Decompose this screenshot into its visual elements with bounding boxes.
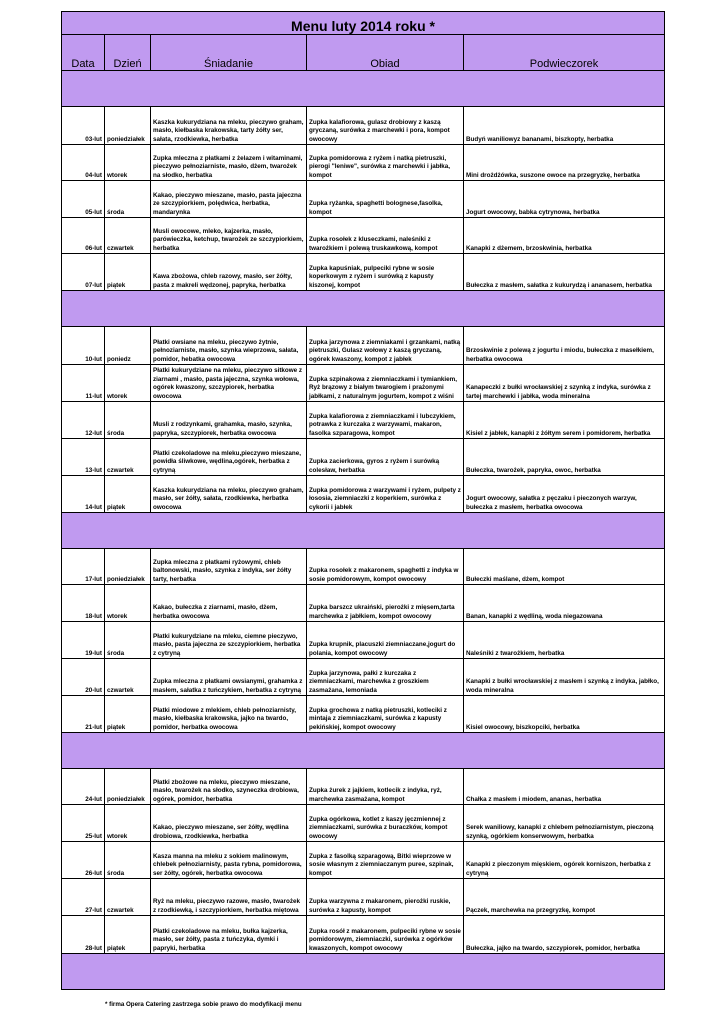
lunch-cell: Zupka kapuśniak, pulpeciki rybne w sosie koperkowym z ryżem i surówką z kapusty kiszonej, kompot bbox=[307, 254, 464, 291]
header-snack: Podwieczorek bbox=[464, 35, 665, 71]
breakfast-cell: Kakao, pieczywo mieszane, masło, pasta jajeczna ze szczypiorkiem, polędwica, herbatka, mandarynka bbox=[151, 181, 307, 218]
lunch-cell: Zupka zacierkowa, gyros z ryżem i surówką colesław, herbatka bbox=[307, 439, 464, 476]
snack-cell: Bułeczka z masłem, sałatka z kukurydzą i ananasem, herbatka bbox=[464, 254, 665, 291]
date-cell: 20-lut bbox=[62, 659, 105, 696]
date-cell: 03-lut bbox=[62, 107, 105, 145]
header-breakfast: Śniadanie bbox=[151, 35, 307, 71]
lunch-cell: Zupka pomidorowa z ryżem i natką pietruszki, pierogi "leniwe", surówka z marchewki i jabłka, kompot bbox=[307, 145, 464, 181]
breakfast-cell: Płatki zbożowe na mleku, pieczywo mieszane, masło, twarożek na słodko, szyneczka drobiowa, ogórek, pomidor, herbatka bbox=[151, 769, 307, 805]
breakfast-cell: Płatki miodowe z mlekiem, chleb pełnoziarnisty, masło, kiełbaska krakowska, jajko na twardo, pomidor, herbatka owocowa bbox=[151, 696, 307, 733]
day-row bbox=[62, 218, 665, 254]
day-row bbox=[62, 181, 665, 218]
lunch-cell: Zupka ryżanka, spaghetti bolognese,fasolka, kompot bbox=[307, 181, 464, 218]
day-row bbox=[62, 439, 665, 476]
breakfast-cell: Kawa zbożowa, chleb razowy, masło, ser żółty, pasta z makreli wędzonej, papryka, herbatka bbox=[151, 254, 307, 291]
breakfast-cell: Kaszka kukurydziana na mleku, pieczywo graham, masło, ser żółty, sałata, rzodkiewka, herbatka owocowa bbox=[151, 476, 307, 513]
day-cell: środa bbox=[105, 402, 151, 439]
snack-cell: Bułeczka, jajko na twardo, szczypiorek, pomidor, herbatka bbox=[464, 916, 665, 954]
date-cell: 19-lut bbox=[62, 622, 105, 659]
snack-cell: Naleśniki z twarożkiem, herbatka bbox=[464, 622, 665, 659]
snack-cell: Budyń waniliowyz bananami, biszkopty, herbatka bbox=[464, 107, 665, 145]
lunch-cell: Zupka rosołek z makaronem, spaghetti z indyka w sosie pomidorowym, kompot owocowy bbox=[307, 549, 464, 585]
day-row bbox=[62, 107, 665, 145]
lunch-cell: Zupka rosół z makaronem, pulpeciki rybne w sosie pomidorowym, ziemniaczki, surówka z ogórków kwaszonych, kompot owocowy bbox=[307, 916, 464, 954]
day-row bbox=[62, 145, 665, 181]
date-cell: 05-lut bbox=[62, 181, 105, 218]
snack-cell: Mini drożdżówka, suszone owoce na przegryzkę, herbatka bbox=[464, 145, 665, 181]
date-cell: 11-lut bbox=[62, 365, 105, 402]
day-row bbox=[62, 327, 665, 365]
day-row bbox=[62, 916, 665, 954]
header-date: Data bbox=[62, 35, 105, 71]
menu-title: Menu luty 2014 roku * bbox=[62, 12, 665, 35]
snack-cell: Chałka z masłem i miodem, ananas, herbatka bbox=[464, 769, 665, 805]
breakfast-cell: Płatki kukurydziane na mleku, ciemne pieczywo, masło, pasta jajeczna ze szczypiorkiem, herbatka z cytryną bbox=[151, 622, 307, 659]
date-cell: 07-lut bbox=[62, 254, 105, 291]
day-cell: piątek bbox=[105, 916, 151, 954]
date-cell: 18-lut bbox=[62, 585, 105, 622]
day-row bbox=[62, 805, 665, 842]
snack-cell: Kisiel owocowy, biszkopciki, herbatka bbox=[464, 696, 665, 733]
breakfast-cell: Musli z rodzynkami, grahamka, masło, szynka, papryka, szczypiorek, herbatka owocowa bbox=[151, 402, 307, 439]
date-cell: 12-lut bbox=[62, 402, 105, 439]
week-separator bbox=[62, 513, 665, 549]
day-row bbox=[62, 842, 665, 879]
header-lunch: Obiad bbox=[307, 35, 464, 71]
menu-table bbox=[61, 11, 665, 990]
day-cell: czwartek bbox=[105, 879, 151, 916]
day-row bbox=[62, 365, 665, 402]
day-row bbox=[62, 585, 665, 622]
breakfast-cell: Musli owocowe, mleko, kajzerka, masło, parówieczka, ketchup, twarożek ze szczypiorkiem, herbatka bbox=[151, 218, 307, 254]
date-cell: 24-lut bbox=[62, 769, 105, 805]
snack-cell: Bułeczka, twarożek, papryka, owoc, herbatka bbox=[464, 439, 665, 476]
week-separator-cell bbox=[62, 513, 665, 549]
breakfast-cell: Kakao, bułeczka z ziarnami, masło, dżem, herbatka owocowa bbox=[151, 585, 307, 622]
breakfast-cell: Zupka mleczna z płatkami ryżowymi, chleb baltonowski, masło, szynka z indyka, ser żółty tarty, herbatka bbox=[151, 549, 307, 585]
header-day: Dzień bbox=[105, 35, 151, 71]
breakfast-cell: Ryż na mleku, pieczywo razowe, masło, twarożek z rzodkiewką, i szczypiorkiem, herbatka miętowa bbox=[151, 879, 307, 916]
lunch-cell: Zupka warzywna z makaronem, pierożki ruskie, surówka z kapusty, kompot bbox=[307, 879, 464, 916]
day-row bbox=[62, 549, 665, 585]
snack-cell: Serek waniliowy, kanapki z chlebem pełnoziarnistym, pieczoną szynką, ogórkiem konserwowym, herbatka bbox=[464, 805, 665, 842]
snack-cell: Brzoskwinie z polewą z jogurtu i miodu, bułeczka z masełkiem, herbatka owocowa bbox=[464, 327, 665, 365]
date-cell: 26-lut bbox=[62, 842, 105, 879]
lunch-cell: Zupka jarzynowa z ziemniakami i grzankami, natką pietruszki, Gulasz wołowy z kaszą gryczaną, ogórek kwaszony, kompot z jabłek bbox=[307, 327, 464, 365]
day-cell: piątek bbox=[105, 696, 151, 733]
week-separator-cell bbox=[62, 71, 665, 107]
breakfast-cell: Płatki czekoladowe na mleku, bułka kajzerka, masło, ser żółty, pasta z tuńczyka, dymki i papryki, herbatka bbox=[151, 916, 307, 954]
day-row bbox=[62, 622, 665, 659]
day-row bbox=[62, 402, 665, 439]
day-cell: środa bbox=[105, 622, 151, 659]
snack-cell: Banan, kanapki z wędliną, woda niegazowana bbox=[464, 585, 665, 622]
day-row bbox=[62, 769, 665, 805]
snack-cell: Kanapeczki z bułki wrocławskiej z szynką z indyka, surówka z tartej marchewki i jabłka, woda mineralna bbox=[464, 365, 665, 402]
week-separator-cell bbox=[62, 954, 665, 990]
day-cell: wtorek bbox=[105, 145, 151, 181]
day-row bbox=[62, 254, 665, 291]
lunch-cell: Zupka jarzynowa, pałki z kurczaka z ziemniaczkami, marchewka z groszkiem zasmażana, lemoniada bbox=[307, 659, 464, 696]
week-separator bbox=[62, 733, 665, 769]
snack-cell: Bułeczki maślane, dżem, kompot bbox=[464, 549, 665, 585]
snack-cell: Jogurt owocowy, babka cytrynowa, herbatka bbox=[464, 181, 665, 218]
date-cell: 04-lut bbox=[62, 145, 105, 181]
date-cell: 06-lut bbox=[62, 218, 105, 254]
breakfast-cell: Kasza manna na mleku z sokiem malinowym, chlebek pełnoziarnisty, pasta rybna, pomidorowa, ser żółty, ogórek, herbatka owocowa bbox=[151, 842, 307, 879]
date-cell: 28-lut bbox=[62, 916, 105, 954]
date-cell: 21-lut bbox=[62, 696, 105, 733]
date-cell: 27-lut bbox=[62, 879, 105, 916]
breakfast-cell: Zupka mleczna z płatkami owsianymi, grahamka z masłem, sałatka z tuńczykiem, herbatka z cytryną bbox=[151, 659, 307, 696]
lunch-cell: Zupka żurek z jajkiem, kotlecik z indyka, ryż, marchewka zasmażana, kompot bbox=[307, 769, 464, 805]
day-cell: czwartek bbox=[105, 659, 151, 696]
day-row bbox=[62, 696, 665, 733]
breakfast-cell: Płatki czekoladowe na mleku,pieczywo mieszane, powidła śliwkowe, wędlina,ogórek, herbatka z cytryną bbox=[151, 439, 307, 476]
snack-cell: Kanapki z bułki wrocławskiej z masłem i szynką z indyka, jabłko, woda mineralna bbox=[464, 659, 665, 696]
week-separator-cell bbox=[62, 733, 665, 769]
day-cell: czwartek bbox=[105, 439, 151, 476]
lunch-cell: Zupka szpinakowa z ziemniaczkami i tymiankiem, Ryż brązowy z białym twarogiem i prażonymi jabłkami, z naturalnym jogurtem, kompot z wiśni bbox=[307, 365, 464, 402]
snack-cell: Kanapki z dżemem, brzoskwinia, herbatka bbox=[464, 218, 665, 254]
lunch-cell: Zupka krupnik, placuszki ziemniaczane,jogurt do polania, kompot owocowy bbox=[307, 622, 464, 659]
day-cell: poniedziałek bbox=[105, 107, 151, 145]
day-row bbox=[62, 659, 665, 696]
date-cell: 17-lut bbox=[62, 549, 105, 585]
breakfast-cell: Kakao, pieczywo mieszane, ser żółty, wędlina drobiowa, rzodkiewka, herbatka bbox=[151, 805, 307, 842]
date-cell: 10-lut bbox=[62, 327, 105, 365]
lunch-cell: Zupka rosołek z kluseczkami, naleśniki z twarożkiem i polewą truskawkową, kompot bbox=[307, 218, 464, 254]
day-cell: piątek bbox=[105, 476, 151, 513]
day-cell: wtorek bbox=[105, 585, 151, 622]
week-separator-cell bbox=[62, 291, 665, 327]
lunch-cell: Zupka pomidorowa z warzywami i ryżem, pulpety z łososia, ziemniaczki z koperkiem, surówka z cykorii i jabłek bbox=[307, 476, 464, 513]
day-cell: czwartek bbox=[105, 218, 151, 254]
snack-cell: Pączek, marchewka na przegryzkę, kompot bbox=[464, 879, 665, 916]
breakfast-cell: Zupka mleczna z płatkami z żelazem i witaminami, pieczywo pełnoziarniste, masło, dżem, twarożek na słodko, herbatka bbox=[151, 145, 307, 181]
lunch-cell: Zupka z fasolką szparagową, Bitki wieprzowe w sosie własnym z ziemniaczanym puree, szpinak, kompot bbox=[307, 842, 464, 879]
week-separator bbox=[62, 291, 665, 327]
header-row bbox=[62, 35, 665, 71]
lunch-cell: Zupka grochowa z natką pietruszki, kotleciki z mintaja z ziemniaczkami, surówka z kapusty pekińskiej, kompot owocowy bbox=[307, 696, 464, 733]
snack-cell: Kanapki z pieczonym mięskiem, ogórek korniszon, herbatka z cytryną bbox=[464, 842, 665, 879]
day-cell: wtorek bbox=[105, 365, 151, 402]
lunch-cell: Zupka kalafiorowa, gulasz drobiowy z kaszą gryczaną, surówka z marchewki i pora, kompot owocowy bbox=[307, 107, 464, 145]
day-row bbox=[62, 476, 665, 513]
lunch-cell: Zupka barszcz ukraiński, pierożki z mięsem,tarta marchewka z jabłkiem, kompot owocowy bbox=[307, 585, 464, 622]
date-cell: 13-lut bbox=[62, 439, 105, 476]
day-cell: poniedz bbox=[105, 327, 151, 365]
day-cell: poniedziałek bbox=[105, 769, 151, 805]
week-separator bbox=[62, 71, 665, 107]
snack-cell: Jogurt owocowy, sałatka z pęczaku i pieczonych warzyw, bułeczka z masłem, herbatka owocowa bbox=[464, 476, 665, 513]
lunch-cell: Zupka ogórkowa, kotlet z kaszy jęczmiennej z ziemniaczkami, surówka z buraczków, kompot owocowy bbox=[307, 805, 464, 842]
breakfast-cell: Kaszka kukurydziana na mleku, pieczywo graham, masło, kiełbaska krakowska, tarty żółty ser, sałata, rzodkiewka, herbatka bbox=[151, 107, 307, 145]
day-row bbox=[62, 879, 665, 916]
day-cell: środa bbox=[105, 842, 151, 879]
day-cell: piątek bbox=[105, 254, 151, 291]
date-cell: 25-lut bbox=[62, 805, 105, 842]
footnote: * firma Opera Catering zastrzega sobie prawo do modyfikacji menu bbox=[105, 1001, 302, 1008]
day-cell: środa bbox=[105, 181, 151, 218]
snack-cell: Kisiel z jabłek, kanapki z żółtym serem i pomidorem, herbatka bbox=[464, 402, 665, 439]
day-cell: wtorek bbox=[105, 805, 151, 842]
date-cell: 14-lut bbox=[62, 476, 105, 513]
lunch-cell: Zupka kalafiorowa z ziemniaczkami i lubczykiem, potrawka z kurczaka z warzywami, makaron, fasolka szparagowa, kompot bbox=[307, 402, 464, 439]
day-cell: poniedziałek bbox=[105, 549, 151, 585]
breakfast-cell: Płatki owsiane na mleku, pieczywo żytnie, pełnoziarniste, masło, szynka wieprzowa, sałata, pomidor, hebatka owocowa bbox=[151, 327, 307, 365]
breakfast-cell: Płatki kukurydziane na mleku, pieczywo sitkowe z ziarnami , masło, pasta jajeczna, szynka wołowa, ogórek kwaszony, szczypiorek, herbatka owocowa bbox=[151, 365, 307, 402]
week-separator bbox=[62, 954, 665, 990]
